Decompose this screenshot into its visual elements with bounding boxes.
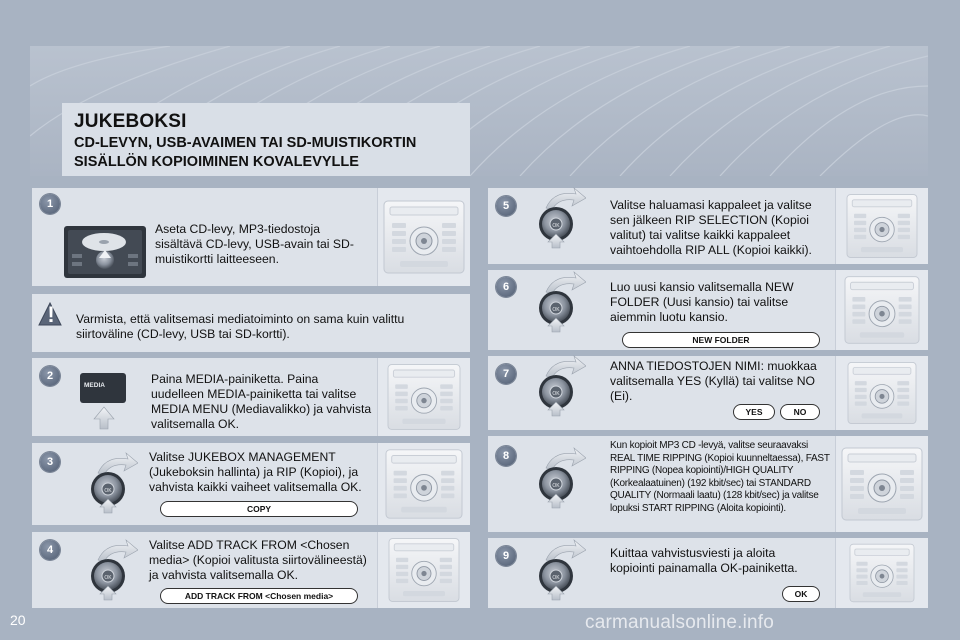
rotary-knob-icon — [532, 186, 586, 250]
step-9-number: 9 — [496, 546, 516, 566]
page-number: 20 — [10, 612, 26, 628]
radio-thumbnail — [377, 188, 470, 286]
rotary-knob-icon — [532, 538, 586, 602]
step-3-number: 3 — [40, 452, 60, 472]
page-title: JUKEBOKSI — [74, 111, 187, 132]
ok-tag: OK — [782, 586, 820, 602]
step-8-number: 8 — [496, 446, 516, 466]
step-1-text: Aseta CD-levy, MP3-tiedostoja sisältävä CD-levy, USB-avain tai SD-muistikortti laitteeseen. — [155, 222, 354, 266]
new-folder-tag: NEW FOLDER — [622, 332, 820, 348]
title-box — [62, 103, 470, 176]
radio-thumbnail — [835, 270, 928, 350]
rotary-knob-icon — [532, 446, 586, 510]
step-4-text: Valitse ADD TRACK FROM <Chosen media> (Kopioi valitusta siirtovälineestä) ja vahvista valitsemalla OK. — [149, 538, 367, 582]
step-8-text: Kun kopioit MP3 CD -levyä, valitse seuraavaksi REAL TIME RIPPING (Kopioi kuunneltaessa), FAST RIPPING (Nopea kopiointi)/HIGH QUALITY (Korkealaatuinen) (192 kbit/sec) tai STANDARD QUALITY (Normaali laatu) (128 kbit/sec) ja valitse lopuksi START RIPPING (Aloita kopiointi). — [610, 440, 830, 514]
copy-tag: COPY — [160, 501, 358, 517]
step-6-text: Luo uusi kansio valitsemalla NEW FOLDER (Uusi kansio) tai valitse aiemmin luotu kansio. — [610, 280, 794, 324]
cd-radio-unit — [64, 226, 146, 278]
step-2-number: 2 — [40, 366, 60, 386]
radio-thumbnail — [377, 443, 470, 525]
step-9-text: Kuittaa vahvistusviesti ja aloita kopiointi painamalla OK-painiketta. — [610, 546, 798, 575]
radio-thumbnail — [835, 356, 928, 430]
rotary-knob-icon — [532, 354, 586, 418]
warning-text: Varmista, että valitsemasi mediatoiminto on sama kuin valittu siirtoväline (CD-levy, USB tai SD-kortti). — [76, 312, 405, 341]
step-1-number: 1 — [40, 194, 60, 214]
watermark: carmanualsonline.info — [585, 612, 775, 633]
radio-thumbnail — [377, 358, 470, 436]
step-7-text: ANNA TIEDOSTOJEN NIMI: muokkaa valitsemalla YES (Kyllä) tai valitse NO (Ei). — [610, 359, 817, 403]
step-3-text: Valitse JUKEBOX MANAGEMENT (Jukeboksin hallinta) ja RIP (Kopioi), ja vahvista kaikki vaiheet valitsemalla OK. — [149, 450, 362, 494]
step-5-text: Valitse haluamasi kappaleet ja valitse sen jälkeen RIP SELECTION (Kopioi valitut) tai valitse kaikki kappaleet vaihtoehdolla RIP ALL (Kopioi kaikki). — [610, 198, 812, 257]
rotary-knob-icon — [84, 451, 138, 515]
page-subtitle: CD-LEVYN, USB-AVAIMEN TAI SD-MUISTIKORTIN SISÄLLÖN KOPIOIMINEN KOVALEVYLLE — [74, 135, 417, 170]
radio-thumbnail — [377, 532, 470, 608]
add-track-tag: ADD TRACK FROM <Chosen media> — [160, 588, 358, 604]
rotary-knob-icon — [84, 538, 138, 602]
step-7-number: 7 — [496, 364, 516, 384]
step-2-text: Paina MEDIA-painiketta. Paina uudelleen MEDIA-painiketta tai valitse MEDIA MENU (Mediavalikko) ja vahvista valitsemalla OK. — [151, 372, 372, 431]
radio-thumbnail — [835, 538, 928, 608]
media-button-label: MEDIA — [84, 382, 105, 389]
step-4-number: 4 — [40, 540, 60, 560]
yes-tag: YES — [733, 404, 775, 420]
radio-thumbnail — [835, 436, 928, 532]
rotary-knob-icon — [532, 270, 586, 334]
radio-thumbnail — [835, 188, 928, 264]
warning-symbol: ! — [47, 302, 55, 327]
step-5-number: 5 — [496, 196, 516, 216]
step-6-number: 6 — [496, 277, 516, 297]
no-tag: NO — [780, 404, 820, 420]
